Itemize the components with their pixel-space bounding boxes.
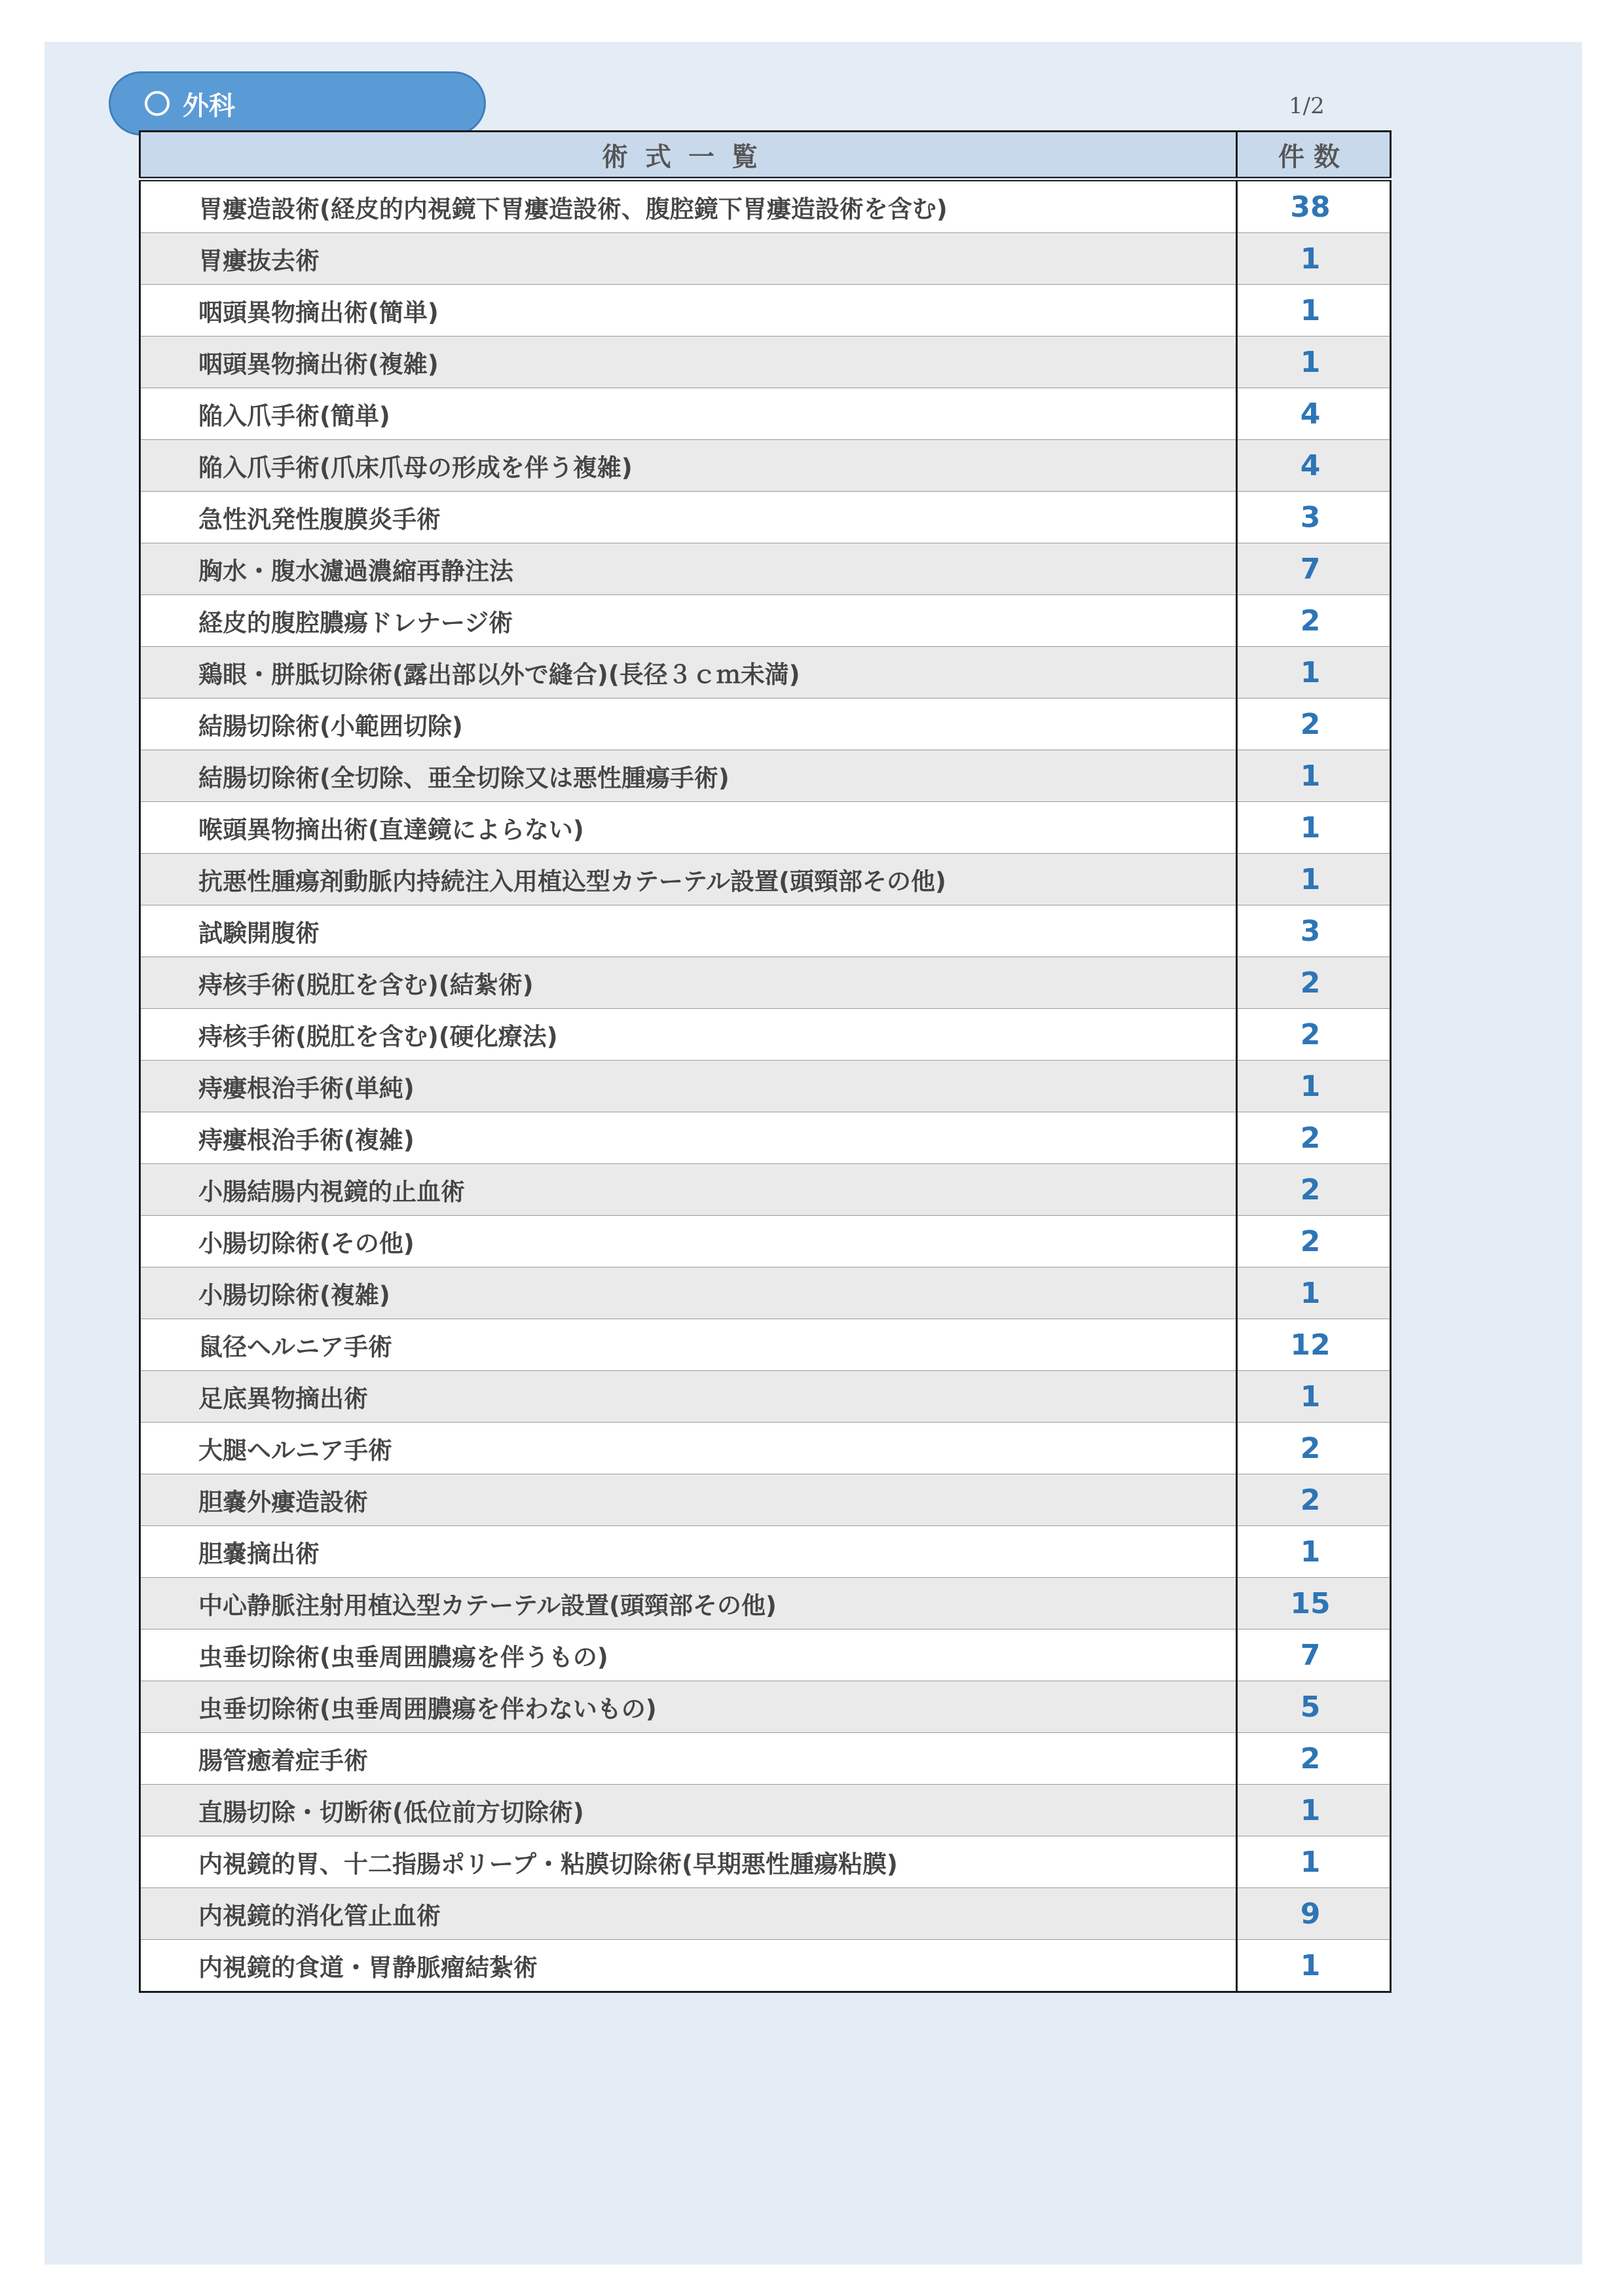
procedure-count: 1 <box>1237 285 1391 337</box>
procedure-count: 4 <box>1237 440 1391 492</box>
table-row <box>140 1474 1391 1526</box>
table-row <box>140 750 1391 802</box>
procedure-count: 2 <box>1237 1474 1391 1526</box>
procedure-name: 痔核手術(脱肛を含む)(結紮術) <box>140 957 1237 1009</box>
procedure-count: 7 <box>1237 543 1391 595</box>
table-row <box>140 337 1391 388</box>
table-body <box>140 179 1391 1992</box>
procedure-count: 2 <box>1237 1112 1391 1164</box>
procedure-count: 1 <box>1237 337 1391 388</box>
procedure-count: 1 <box>1237 802 1391 854</box>
table-row <box>140 492 1391 543</box>
procedure-count: 1 <box>1237 1526 1391 1578</box>
procedure-name: 大腿ヘルニア手術 <box>140 1423 1237 1474</box>
section-heading <box>109 71 486 136</box>
procedure-name: 胆嚢摘出術 <box>140 1526 1237 1578</box>
procedure-name: 結腸切除術(小範囲切除) <box>140 699 1237 750</box>
procedure-count: 3 <box>1237 905 1391 957</box>
table-row <box>140 647 1391 699</box>
procedure-name: 陥入爪手術(爪床爪母の形成を伴う複雑) <box>140 440 1237 492</box>
procedure-count: 15 <box>1237 1578 1391 1630</box>
procedure-name: 虫垂切除術(虫垂周囲膿瘍を伴わないもの) <box>140 1681 1237 1733</box>
table-row <box>140 543 1391 595</box>
procedure-name: 胃瘻造設術(経皮的内視鏡下胃瘻造設術、腹腔鏡下胃瘻造設術を含む) <box>140 179 1237 233</box>
table-row <box>140 1009 1391 1061</box>
procedure-name: 足底異物摘出術 <box>140 1371 1237 1423</box>
procedure-name: 咽頭異物摘出術(複雑) <box>140 337 1237 388</box>
procedure-name: 腸管癒着症手術 <box>140 1733 1237 1785</box>
table-row <box>140 1681 1391 1733</box>
procedure-name: 中心静脈注射用植込型カテーテル設置(頭頸部その他) <box>140 1578 1237 1630</box>
procedure-name: 鼠径ヘルニア手術 <box>140 1319 1237 1371</box>
table-row <box>140 1423 1391 1474</box>
section-title: 外科 <box>183 90 235 121</box>
table-row <box>140 1371 1391 1423</box>
header-procedure-list: 術式一覧 <box>140 132 1237 179</box>
procedure-count: 1 <box>1237 750 1391 802</box>
table-row <box>140 1940 1391 1992</box>
table-row <box>140 699 1391 750</box>
procedure-name: 痔瘻根治手術(単純) <box>140 1061 1237 1112</box>
procedure-name: 痔核手術(脱肛を含む)(硬化療法) <box>140 1009 1237 1061</box>
procedure-count: 1 <box>1237 1061 1391 1112</box>
procedure-name: 咽頭異物摘出術(簡単) <box>140 285 1237 337</box>
procedure-count: 2 <box>1237 1164 1391 1216</box>
procedure-name: 陥入爪手術(簡単) <box>140 388 1237 440</box>
procedure-name: 胆嚢外瘻造設術 <box>140 1474 1237 1526</box>
table-row <box>140 1630 1391 1681</box>
procedure-name: 急性汎発性腹膜炎手術 <box>140 492 1237 543</box>
procedure-name: 経皮的腹腔膿瘍ドレナージ術 <box>140 595 1237 647</box>
table-row <box>140 1267 1391 1319</box>
procedure-count: 9 <box>1237 1888 1391 1940</box>
table-row <box>140 854 1391 905</box>
procedure-name: 直腸切除・切断術(低位前方切除術) <box>140 1785 1237 1836</box>
header-count: 件数 <box>1237 132 1391 179</box>
procedure-name: 結腸切除術(全切除、亜全切除又は悪性腫瘍手術) <box>140 750 1237 802</box>
procedure-count: 2 <box>1237 699 1391 750</box>
procedure-count: 3 <box>1237 492 1391 543</box>
procedure-name: 小腸結腸内視鏡的止血術 <box>140 1164 1237 1216</box>
table-row <box>140 1836 1391 1888</box>
procedure-count: 12 <box>1237 1319 1391 1371</box>
table-row <box>140 179 1391 233</box>
procedure-name: 虫垂切除術(虫垂周囲膿瘍を伴うもの) <box>140 1630 1237 1681</box>
procedure-count: 2 <box>1237 1423 1391 1474</box>
procedure-count: 4 <box>1237 388 1391 440</box>
table-row <box>140 285 1391 337</box>
procedure-name: 小腸切除術(複雑) <box>140 1267 1237 1319</box>
table-row <box>140 1216 1391 1267</box>
procedure-name: 抗悪性腫瘍剤動脈内持続注入用植込型カテーテル設置(頭頸部その他) <box>140 854 1237 905</box>
procedure-table-wrapper <box>139 130 1392 1993</box>
table-header-row <box>140 132 1391 179</box>
procedure-count: 2 <box>1237 1733 1391 1785</box>
table-row <box>140 905 1391 957</box>
table-row <box>140 595 1391 647</box>
procedure-count: 7 <box>1237 1630 1391 1681</box>
procedure-name: 胃瘻抜去術 <box>140 233 1237 285</box>
procedure-name: 喉頭異物摘出術(直達鏡によらない) <box>140 802 1237 854</box>
procedure-name: 内視鏡的消化管止血術 <box>140 1888 1237 1940</box>
procedure-count: 1 <box>1237 1785 1391 1836</box>
table-row <box>140 1112 1391 1164</box>
procedure-count: 2 <box>1237 595 1391 647</box>
table-row <box>140 802 1391 854</box>
procedure-count: 2 <box>1237 957 1391 1009</box>
procedure-count: 2 <box>1237 1009 1391 1061</box>
table-row <box>140 1888 1391 1940</box>
table-row <box>140 388 1391 440</box>
procedure-count: 38 <box>1237 179 1391 233</box>
procedure-name: 鶏眼・胼胝切除術(露出部以外で縫合)(長径３ｃｍ未満) <box>140 647 1237 699</box>
procedure-name: 内視鏡的食道・胃静脈瘤結紮術 <box>140 1940 1237 1992</box>
procedure-count: 1 <box>1237 647 1391 699</box>
table-row <box>140 1164 1391 1216</box>
procedure-name: 試験開腹術 <box>140 905 1237 957</box>
procedure-table <box>139 130 1392 1993</box>
procedure-name: 痔瘻根治手術(複雑) <box>140 1112 1237 1164</box>
procedure-count: 1 <box>1237 1267 1391 1319</box>
procedure-name: 胸水・腹水濾過濃縮再静注法 <box>140 543 1237 595</box>
table-row <box>140 233 1391 285</box>
procedure-count: 1 <box>1237 854 1391 905</box>
procedure-count: 2 <box>1237 1216 1391 1267</box>
procedure-count: 1 <box>1237 233 1391 285</box>
procedure-count: 1 <box>1237 1940 1391 1992</box>
procedure-count: 1 <box>1237 1371 1391 1423</box>
procedure-name: 小腸切除術(その他) <box>140 1216 1237 1267</box>
table-row <box>140 1319 1391 1371</box>
table-row <box>140 1061 1391 1112</box>
procedure-name: 内視鏡的胃、十二指腸ポリープ・粘膜切除術(早期悪性腫瘍粘膜) <box>140 1836 1237 1888</box>
circle-icon <box>145 91 170 116</box>
table-row <box>140 957 1391 1009</box>
table-row <box>140 1733 1391 1785</box>
table-row <box>140 1785 1391 1836</box>
procedure-count: 5 <box>1237 1681 1391 1733</box>
table-row <box>140 1526 1391 1578</box>
table-row <box>140 440 1391 492</box>
procedure-count: 1 <box>1237 1836 1391 1888</box>
page-number: 1/2 <box>1289 93 1325 119</box>
table-row <box>140 1578 1391 1630</box>
